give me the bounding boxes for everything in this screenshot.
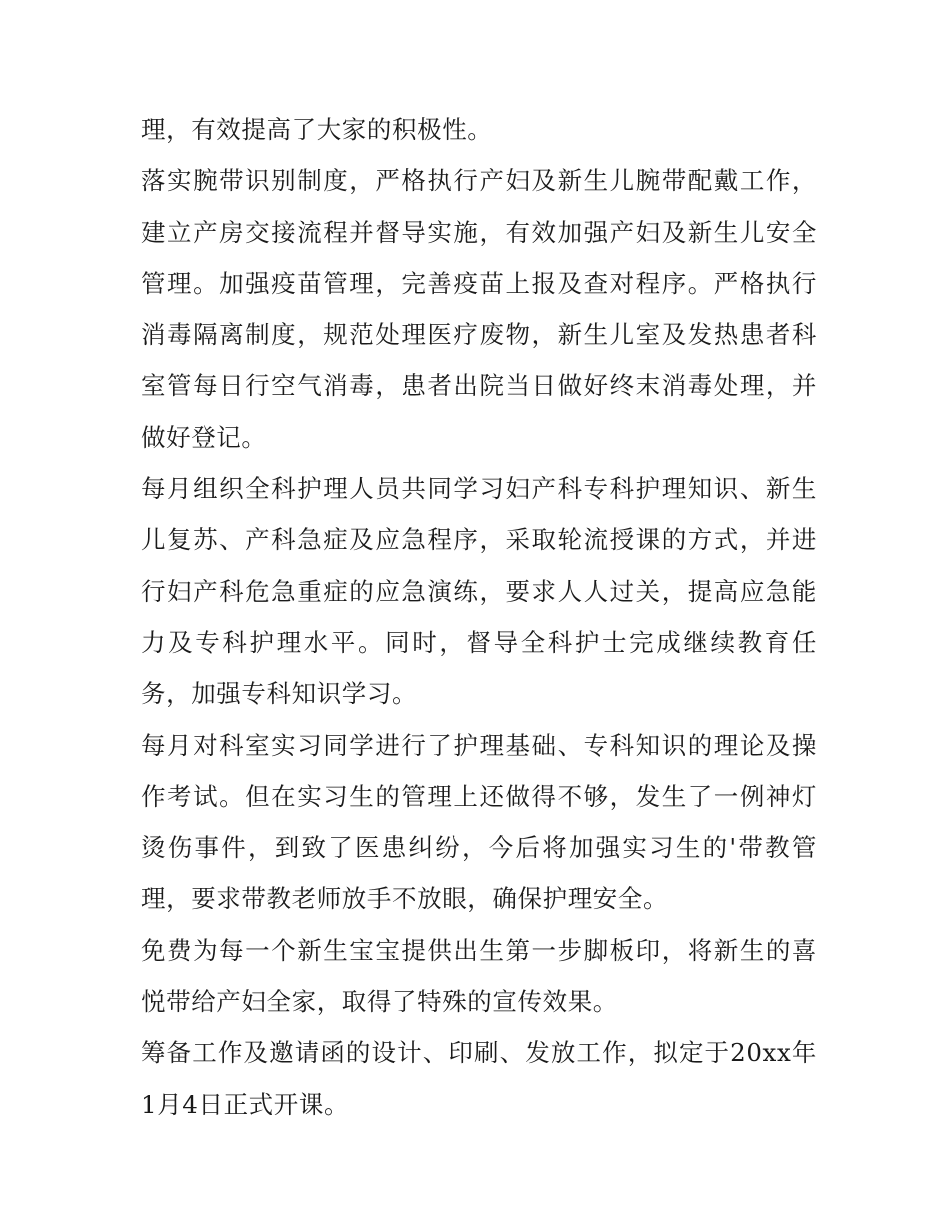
paragraph-2: 落实腕带识别制度，严格执行产妇及新生儿腕带配戴工作，建立产房交接流程并督导实施，有效加强产妇及新生儿安全管理。加强疫苗管理，完善疫苗上报及查对程序。严格执行消毒隔离制度，规范处理医疗废物，新生儿室及发热患者科室管每日行空气消毒，患者出院当日做好终末消毒处理，并做好登记。 bbox=[141, 166, 817, 452]
paragraph-5: 免费为每一个新生宝宝提供出生第一步脚板印，将新生的喜悦带给产妇全家，取得了特殊的宣传效果。 bbox=[141, 935, 817, 1017]
paragraph-3: 每月组织全科护理人员共同学习妇产科专科护理知识、新生儿复苏、产科急症及应急程序，采取轮流授课的方式，并进行妇产科危急重症的应急演练，要求人人过关，提高应急能力及专科护理水平。同时，督导全科护士完成继续教育任务，加强专科知识学习。 bbox=[141, 474, 817, 709]
document-body bbox=[141, 104, 817, 1130]
paragraph-6: 筹备工作及邀请函的设计、印刷、发放工作，拟定于20xx年1月4日正式开课。 bbox=[141, 1038, 817, 1119]
paragraph-1: 理，有效提高了大家的积极性。 bbox=[141, 115, 493, 144]
paragraph-4: 每月对科室实习同学进行了护理基础、专科知识的理论及操作考试。但在实习生的管理上还做得不够，发生了一例神灯烫伤事件，到致了医患纠纷，今后将加强实习生的'带教管理，要求带教老师放手不放眼，确保护理安全。 bbox=[141, 730, 817, 914]
